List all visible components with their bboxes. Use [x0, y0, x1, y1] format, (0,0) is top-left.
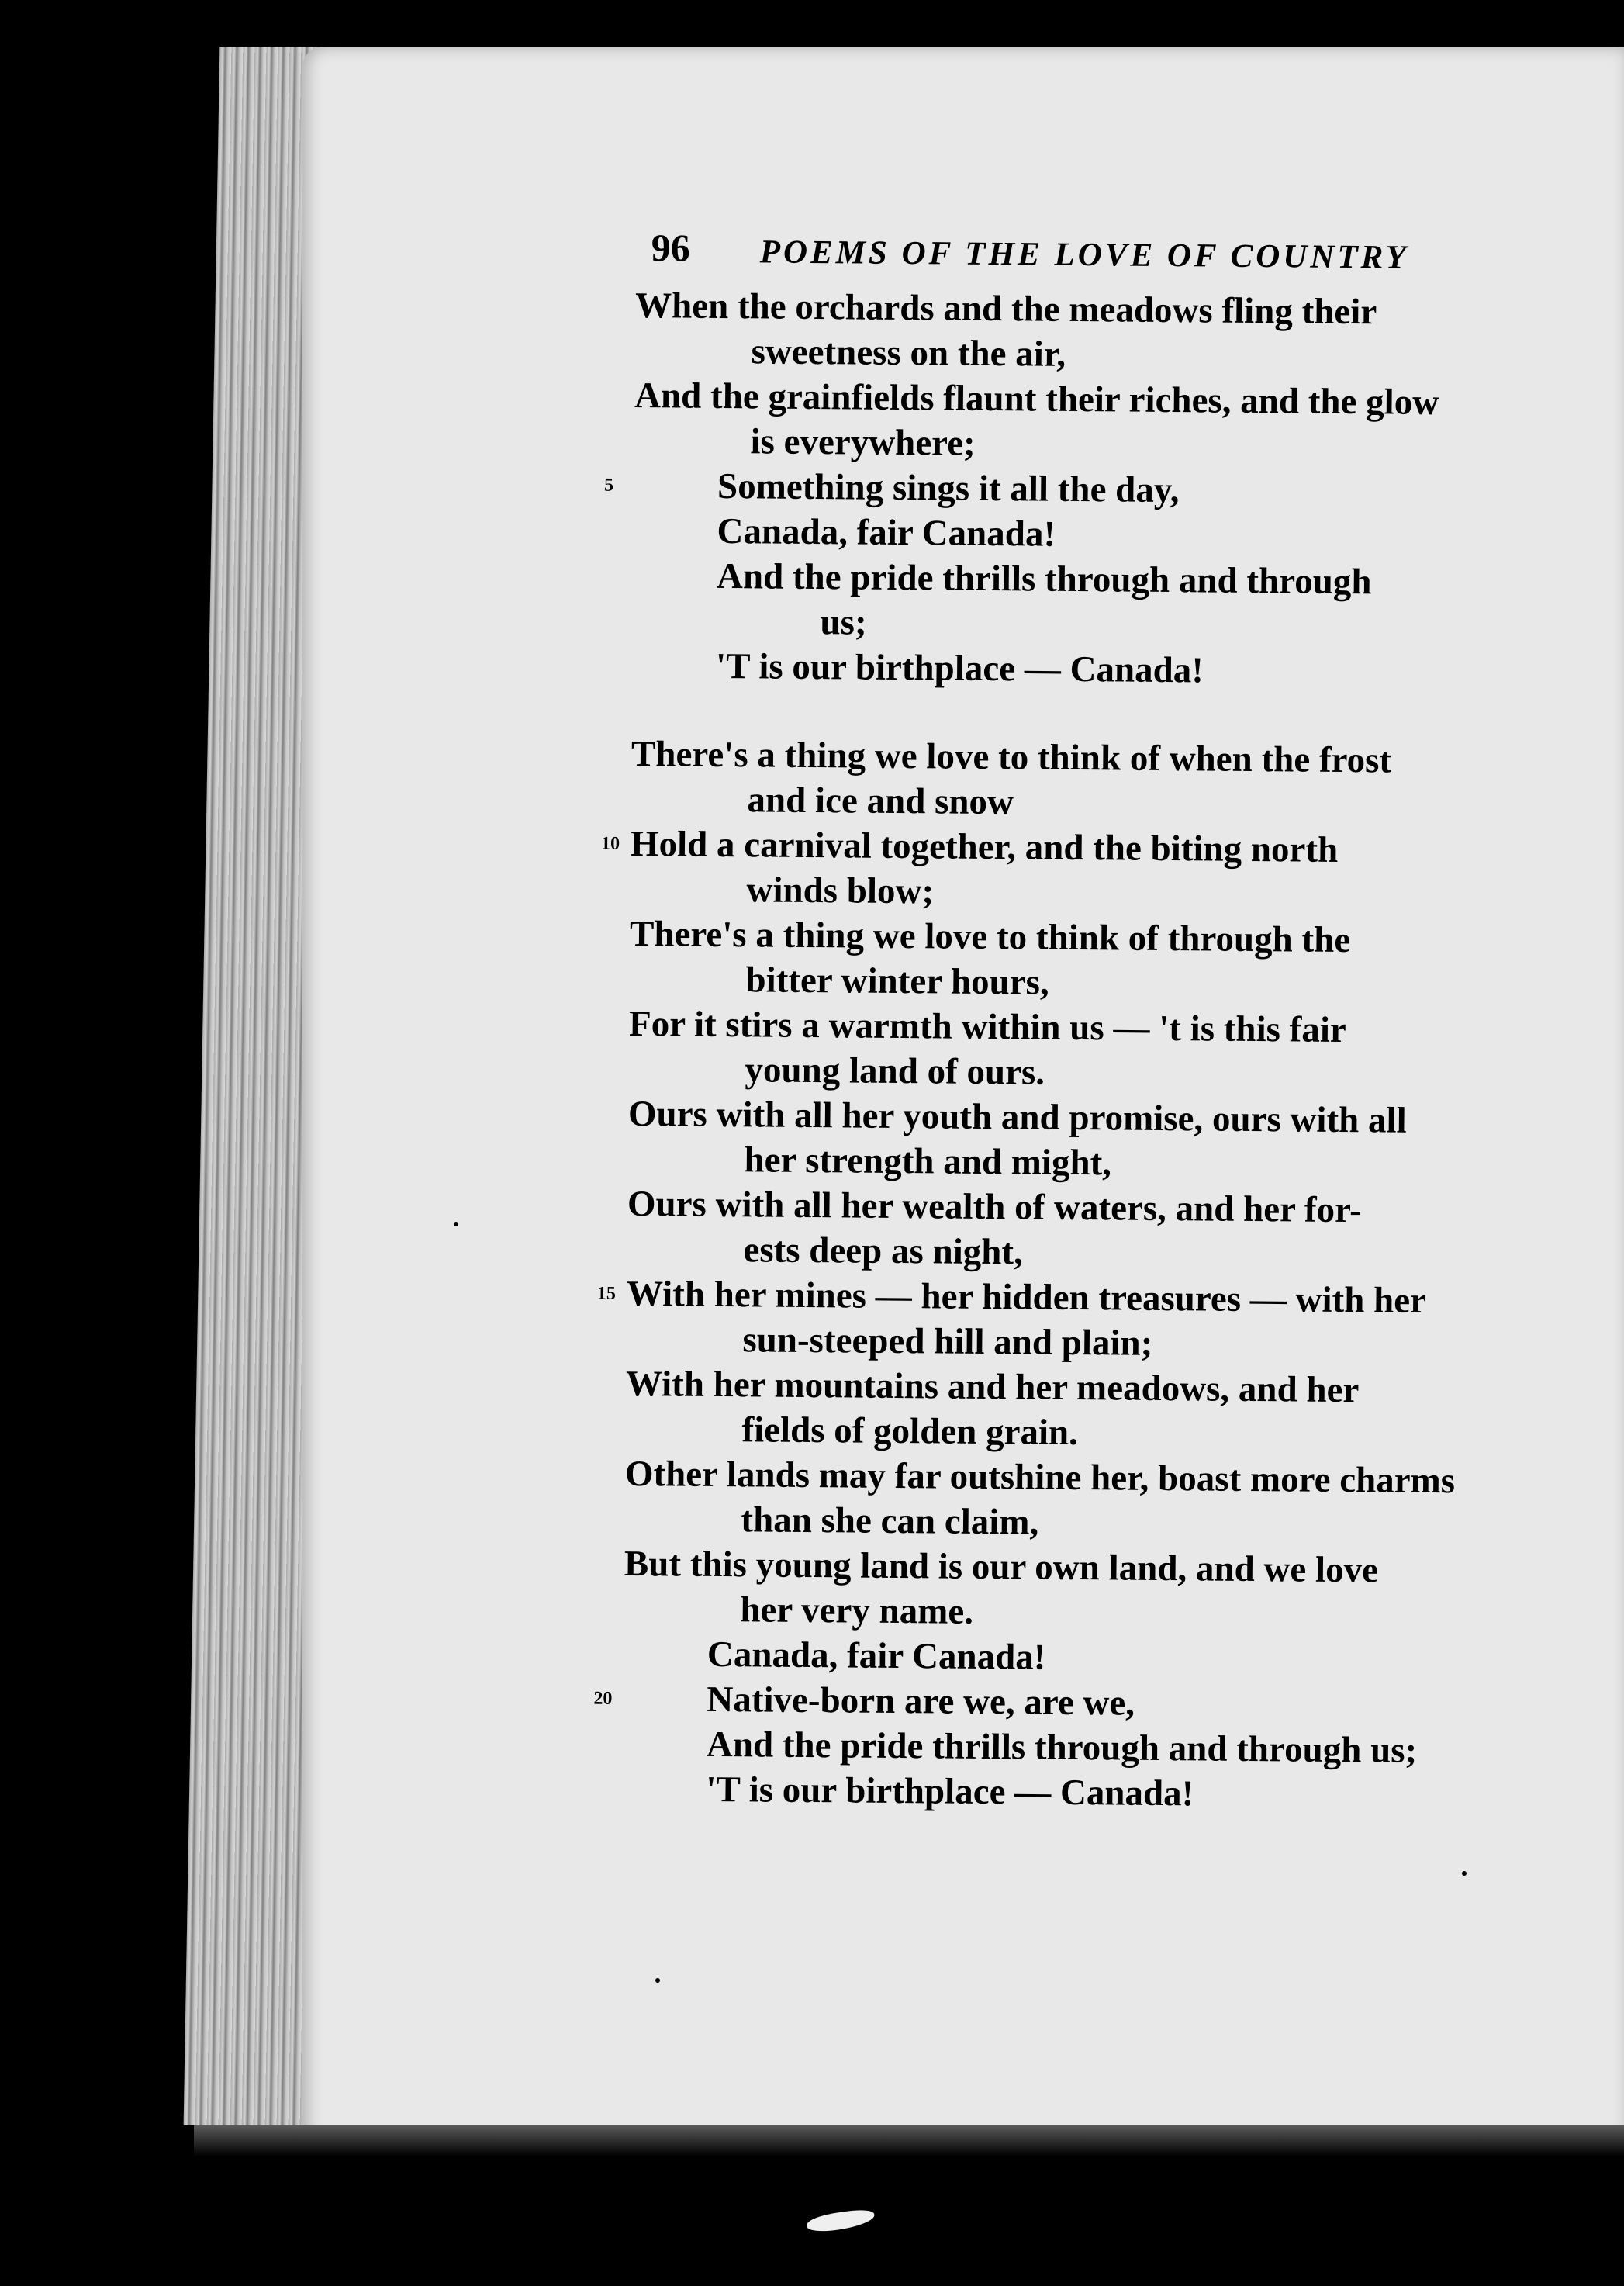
poem-line-text: There's a thing we love to think of when the frost: [631, 733, 1392, 781]
poem-line-text: her strength and might,: [744, 1140, 1112, 1184]
poem-line-text: Hold a carnival together, and the biting north: [630, 823, 1339, 870]
dust-speck: [655, 1978, 660, 1983]
poem-line: [626, 1316, 1564, 1370]
poem-line-text: And the pride thrills through and through us;: [706, 1724, 1418, 1771]
poem-line: [627, 1136, 1566, 1190]
poem-line: [624, 1631, 1562, 1685]
poem-line-text: And the grainfields flaunt their riches, and the glow: [634, 375, 1439, 424]
poem-line-text: Ours with all her youth and promise, ours with all: [627, 1093, 1407, 1141]
poem-line-text: But this young land is our own land, and we love: [624, 1543, 1379, 1591]
poem-line: [630, 866, 1568, 920]
poem-line: [634, 328, 1573, 382]
poem-line: [622, 1766, 1560, 1820]
poem-line-text: Ours with all her wealth of waters, and her for-: [627, 1183, 1363, 1231]
poem-line-text: With her mountains and her meadows, and her: [625, 1363, 1360, 1411]
line-number: 20: [593, 1688, 613, 1709]
poem-line: [625, 1406, 1564, 1460]
poem-line: [623, 1721, 1561, 1775]
poem-line: [628, 1091, 1567, 1145]
page-bottom-shadow: [194, 2125, 1624, 2156]
poem-line: [626, 1361, 1564, 1415]
poem-line-text: is everywhere;: [750, 421, 976, 464]
poem-line-text: ests deep as night,: [743, 1229, 1024, 1273]
poem-line: [603, 463, 1572, 517]
dust-speck: [1462, 1871, 1467, 1876]
page-header: [635, 225, 1574, 292]
poem-line-text: young land of ours.: [745, 1050, 1045, 1093]
poem-line: [627, 1226, 1565, 1280]
poem-line-text: 'T is our birthplace — Canada!: [706, 1769, 1194, 1814]
running-head: POEMS OF THE LOVE OF COUNTRY: [759, 233, 1410, 276]
poem-line: [635, 283, 1574, 337]
dust-speck: [454, 1222, 458, 1226]
poem-line-text: Something sings it all the day,: [717, 465, 1180, 511]
poem-line: [625, 1451, 1564, 1505]
dust-speck: [87, 1051, 92, 1056]
poem-lines: [593, 283, 1574, 1819]
poem-line: [633, 508, 1571, 562]
poem-line-text: and ice and snow: [747, 780, 1014, 823]
poem-line: [634, 418, 1572, 472]
poem-text-block: [593, 225, 1574, 1916]
line-number: 5: [603, 475, 614, 496]
poem-line: [600, 821, 1569, 875]
poem-line: [631, 731, 1570, 785]
poem-line-text: And the pride thrills through and through: [716, 555, 1372, 603]
stanza-gap: [631, 688, 1570, 740]
line-number: 10: [600, 833, 620, 854]
poem-line-text: sun-steeped hill and plain;: [742, 1319, 1153, 1364]
poem-line-text: Native-born are we, are we,: [707, 1679, 1135, 1724]
poem-line: [630, 911, 1568, 965]
poem-line: [624, 1496, 1563, 1550]
poem-line-text: Other lands may far outshine her, boast more charms: [624, 1453, 1456, 1502]
poem-line: [634, 373, 1573, 427]
poem-line: [632, 643, 1570, 697]
poem-line: [633, 553, 1571, 607]
poem-line: [629, 1001, 1567, 1055]
poem-line-text: bitter winter hours,: [745, 960, 1049, 1003]
poem-line: [628, 1046, 1567, 1100]
poem-line-text: than she can claim,: [741, 1499, 1039, 1543]
poem-line-text: sweetness on the air,: [751, 331, 1066, 375]
poem-line: [632, 598, 1570, 652]
poem-line-text: 'T is our birthplace — Canada!: [715, 645, 1204, 691]
poem-line-text: There's a thing we love to think of through the: [629, 913, 1351, 961]
poem-line: [629, 956, 1567, 1010]
poem-line: [593, 1676, 1561, 1730]
white-smudge: [806, 2208, 876, 2234]
poem-line: [624, 1541, 1563, 1595]
poem-line-text: her very name.: [740, 1589, 974, 1632]
poem-line: [631, 776, 1569, 830]
page-number: 96: [651, 226, 690, 270]
poem-line: [627, 1181, 1566, 1235]
poem-line-text: us;: [820, 602, 867, 643]
poem-line-text: Canada, fair Canada!: [707, 1634, 1046, 1678]
poem-line-text: When the orchards and the meadows fling their: [634, 285, 1377, 333]
poem-line-text: Canada, fair Canada!: [717, 510, 1056, 555]
line-number: 15: [596, 1283, 617, 1304]
poem-line-text: For it stirs a warmth within us — 't is this fair: [628, 1003, 1346, 1051]
poem-line-text: winds blow;: [746, 870, 935, 912]
poem-line: [624, 1586, 1562, 1640]
poem-line-text: fields of golden grain.: [741, 1409, 1079, 1454]
poem-line: [596, 1271, 1565, 1325]
poem-line-text: With her mines — her hidden treasures — with her: [626, 1273, 1427, 1321]
